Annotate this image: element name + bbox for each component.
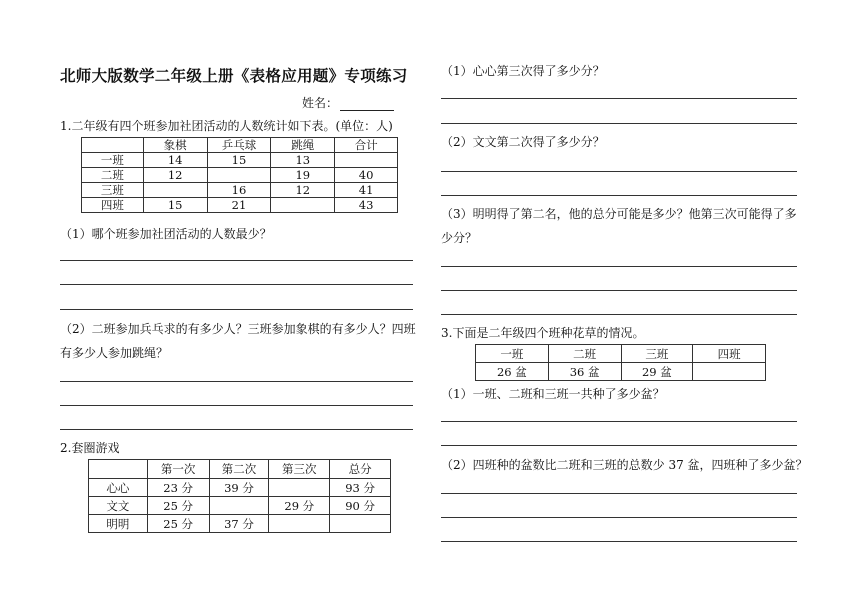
q1-cell[interactable] — [271, 198, 335, 213]
answer-line[interactable] — [441, 98, 797, 99]
q2-header-row — [89, 460, 391, 479]
table-row — [82, 198, 398, 213]
q3-sub2: （2）四班种的盆数比二班和三班的总数少 37 盆，四班种了多少盆？ — [441, 458, 808, 472]
q1-sub2-line2: 有多少人参加跳绳？ — [60, 346, 169, 360]
table-row — [82, 183, 398, 198]
answer-line[interactable] — [441, 290, 797, 291]
q1-cell: 16 — [207, 183, 271, 198]
name-blank[interactable] — [340, 98, 394, 111]
answer-line[interactable] — [60, 381, 413, 382]
q1-cell: 41 — [335, 183, 398, 198]
answer-line[interactable] — [441, 266, 797, 267]
q2-header-cell: 第一次 — [147, 460, 209, 479]
q3-cell: 36 盆 — [548, 363, 621, 381]
name-field — [302, 94, 394, 111]
q1-cell: 13 — [271, 153, 335, 168]
q3-header-cell: 一班 — [476, 345, 549, 363]
answer-line[interactable] — [60, 260, 413, 261]
q1-sub1: （1）哪个班参加社团活动的人数最少？ — [60, 227, 272, 241]
q2-cell[interactable] — [209, 497, 269, 515]
answer-line[interactable] — [60, 429, 413, 430]
table-row — [82, 168, 398, 183]
q2-cell: 心心 — [89, 479, 148, 497]
table-row — [89, 479, 391, 497]
q2-cell[interactable] — [330, 515, 391, 533]
q3-sub1: （1）一班、二班和三班一共种了多少盆？ — [441, 387, 665, 401]
q2-sub1: （1）心心第三次得了多少分？ — [441, 64, 605, 78]
q2-header-cell — [89, 460, 148, 479]
q3-header-cell: 四班 — [693, 345, 766, 363]
q2-cell: 39 分 — [209, 479, 269, 497]
q1-header-cell: 乒乓球 — [207, 138, 271, 153]
q3-header-cell: 二班 — [548, 345, 621, 363]
q1-cell: 三班 — [82, 183, 144, 198]
q3-header-row — [476, 345, 766, 363]
table-row — [89, 515, 391, 533]
q1-cell: 15 — [207, 153, 271, 168]
q1-cell: 40 — [335, 168, 398, 183]
q1-cell[interactable] — [207, 168, 271, 183]
q1-cell: 15 — [143, 198, 207, 213]
q1-cell: 14 — [143, 153, 207, 168]
q3-prompt: 3.下面是二年级四个班种花草的情况。 — [441, 326, 645, 340]
table-row — [476, 363, 766, 381]
q2-cell: 明明 — [89, 515, 148, 533]
q1-cell: 12 — [143, 168, 207, 183]
q1-cell: 四班 — [82, 198, 144, 213]
q2-cell: 93 分 — [330, 479, 391, 497]
q1-prompt: 1.二年级有四个班参加社团活动的人数统计如下表。(单位：人) — [60, 119, 393, 133]
q1-header-cell: 合计 — [335, 138, 398, 153]
q1-cell: 19 — [271, 168, 335, 183]
q2-cell: 23 分 — [147, 479, 209, 497]
answer-line[interactable] — [441, 195, 797, 196]
worksheet-title: 北师大版数学二年级上册《表格应用题》专项练习 — [60, 66, 408, 85]
q2-cell[interactable] — [269, 515, 330, 533]
q2-cell: 25 分 — [147, 497, 209, 515]
q2-cell: 37 分 — [209, 515, 269, 533]
answer-line[interactable] — [441, 493, 797, 494]
q1-table — [81, 137, 398, 213]
q1-sub2-line1: （2）二班参加兵乓求的有多少人？三班参加象棋的有多少人？四班 — [60, 322, 416, 336]
q1-header-cell — [82, 138, 144, 153]
answer-line[interactable] — [60, 405, 413, 406]
q3-cell[interactable] — [693, 363, 766, 381]
q2-header-cell: 第三次 — [269, 460, 330, 479]
answer-line[interactable] — [441, 541, 797, 542]
q2-sub3-line1: （3）明明得了第二名，他的总分可能是多少？他第三次可能得了多 — [441, 207, 797, 221]
q2-header-cell: 总分 — [330, 460, 391, 479]
q1-cell: 43 — [335, 198, 398, 213]
name-label: 姓名： — [302, 96, 339, 110]
answer-line[interactable] — [441, 445, 797, 446]
q2-prompt: 2.套圈游戏 — [60, 441, 120, 455]
q3-cell: 29 盆 — [621, 363, 693, 381]
q2-cell: 29 分 — [269, 497, 330, 515]
answer-line[interactable] — [441, 123, 797, 124]
table-row — [82, 153, 398, 168]
table-row — [89, 497, 391, 515]
q3-header-cell: 三班 — [621, 345, 693, 363]
q2-sub2: （2）文文第二次得了多少分？ — [441, 135, 605, 149]
q1-cell: 12 — [271, 183, 335, 198]
q2-table — [88, 459, 391, 533]
answer-line[interactable] — [60, 284, 413, 285]
q2-sub3-line2: 少分？ — [441, 231, 478, 245]
answer-line[interactable] — [441, 421, 797, 422]
answer-line[interactable] — [60, 309, 413, 310]
q2-cell: 文文 — [89, 497, 148, 515]
q3-table — [475, 344, 766, 381]
q2-header-cell: 第二次 — [209, 460, 269, 479]
answer-line[interactable] — [441, 171, 797, 172]
q1-cell: 一班 — [82, 153, 144, 168]
q1-cell[interactable] — [335, 153, 398, 168]
answer-line[interactable] — [441, 314, 797, 315]
answer-line[interactable] — [441, 517, 797, 518]
q2-cell: 90 分 — [330, 497, 391, 515]
q1-cell[interactable] — [143, 183, 207, 198]
q1-header-row — [82, 138, 398, 153]
q2-cell[interactable] — [269, 479, 330, 497]
q1-header-cell: 象棋 — [143, 138, 207, 153]
q1-cell: 二班 — [82, 168, 144, 183]
q1-header-cell: 跳绳 — [271, 138, 335, 153]
q1-cell: 21 — [207, 198, 271, 213]
q3-cell: 26 盆 — [476, 363, 549, 381]
q2-cell: 25 分 — [147, 515, 209, 533]
